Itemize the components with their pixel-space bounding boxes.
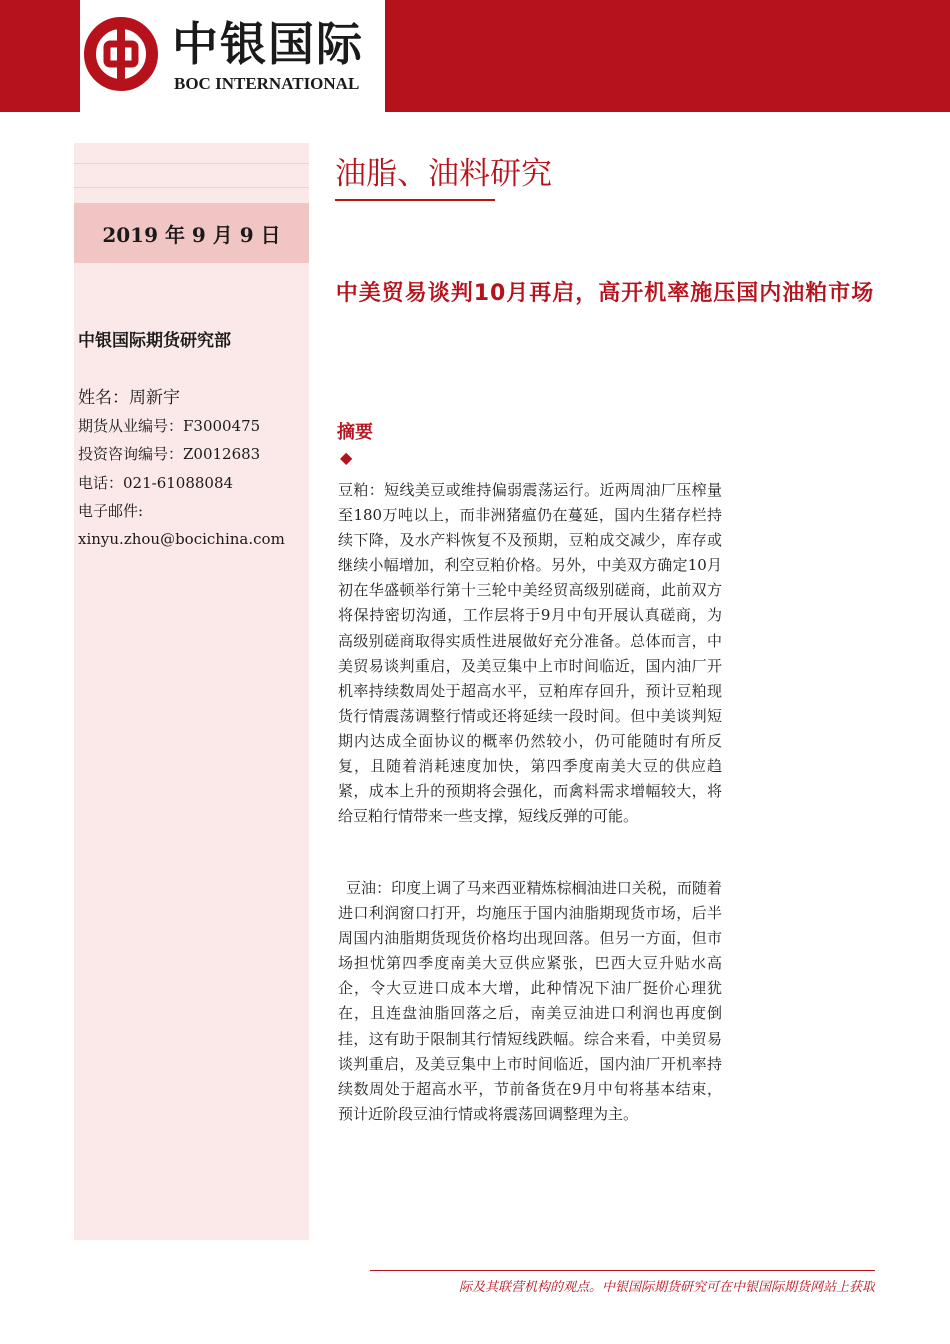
abstract-heading: 摘要 — [337, 422, 373, 443]
diamond-icon: ◆ — [340, 448, 353, 467]
department: 中银国际期货研究部 — [78, 331, 231, 351]
section-title: 油脂、油料研究 — [335, 156, 552, 192]
boc-logo-icon — [84, 17, 158, 91]
brand-name-cn: 中银国际 — [172, 17, 364, 71]
author-email-label: 电子邮件: — [78, 502, 144, 520]
sidebar — [74, 143, 309, 1240]
report-date: 2019 年 9 月 9 日 — [74, 203, 309, 263]
sidebar-divider — [74, 187, 309, 188]
abstract-paragraph-meal: 豆粕：短线美豆或维持偏弱震荡运行。近两周油厂压榨量至180万吨以上，而非洲猪瘟仍在蔓延，国内生猪存栏持续下降，及水产料恢复不及预期，豆粕成交减少，库存或继续小幅增加，利空豆粕价格。另外，中美双方确定10月初在华盛顿举行第十三轮中美经贸高级别磋商，此前双方将保持密切沟通，工作层将于9月中旬开展认真磋商，为高级别磋商取得实质性进展做好充分准备。总体而言，中美贸易谈判重启，及美豆集中上市时间临近，国内油厂开机率持续数周处于超高水平，豆粕库存回升，预计豆粕现货行情震荡调整行情或还将延续一段时间。但中美谈判短期内达成全面协议的概率仍然较小，仍可能随时有所反复，且随着消耗速度加快，第四季度南美大豆的供应趋紧，成本上升的预期将会强化，而禽料需求增幅较大，将给豆粕行情带来一些支撑，短线反弹的可能。 — [338, 481, 722, 826]
sidebar-divider — [74, 163, 309, 164]
brand-name-en: BOC INTERNATIONAL — [174, 74, 360, 93]
author-consult-id: 投资咨询编号：Z0012683 — [78, 445, 261, 463]
report-headline: 中美贸易谈判10月再启，高开机率施压国内油粕市场 — [335, 281, 875, 306]
author-name: 姓名：周新宇 — [78, 388, 180, 408]
author-phone: 电话：021-61088084 — [78, 474, 234, 492]
footer-divider — [370, 1270, 875, 1271]
footer-disclaimer: 际及其联营机构的观点。中银国际期货研究可在中银国际期货网站上获取 — [458, 1280, 875, 1295]
abstract-paragraph-oil: 豆油：印度上调了马来西亚精炼棕榈油进口关税，而随着进口利润窗口打开，均施压于国内油脂期现货市场，后半周国内油脂期货现货价格均出现回落。但另一方面，但市场担忧第四季度南美大豆供应紧张，巴西大豆升贴水高企，令大豆进口成本大增，此种情况下油厂挺价心理犹在，且连盘油脂回落之后，南美豆油进口利润也再度倒挂，这有助于限制其行情短线跌幅。综合来看，中美贸易谈判重启，及美豆集中上市时间临近，国内油厂开机率持续数周处于超高水平，节前备货在9月中旬将基本结束，预计近阶段豆油行情或将震荡回调整理为主。 — [338, 879, 722, 1123]
brand-logo — [80, 0, 385, 112]
title-divider — [335, 199, 495, 201]
author-license: 期货从业编号：F3000475 — [78, 417, 261, 435]
author-email[interactable]: xinyu.zhou@bocichina.com — [78, 530, 285, 548]
